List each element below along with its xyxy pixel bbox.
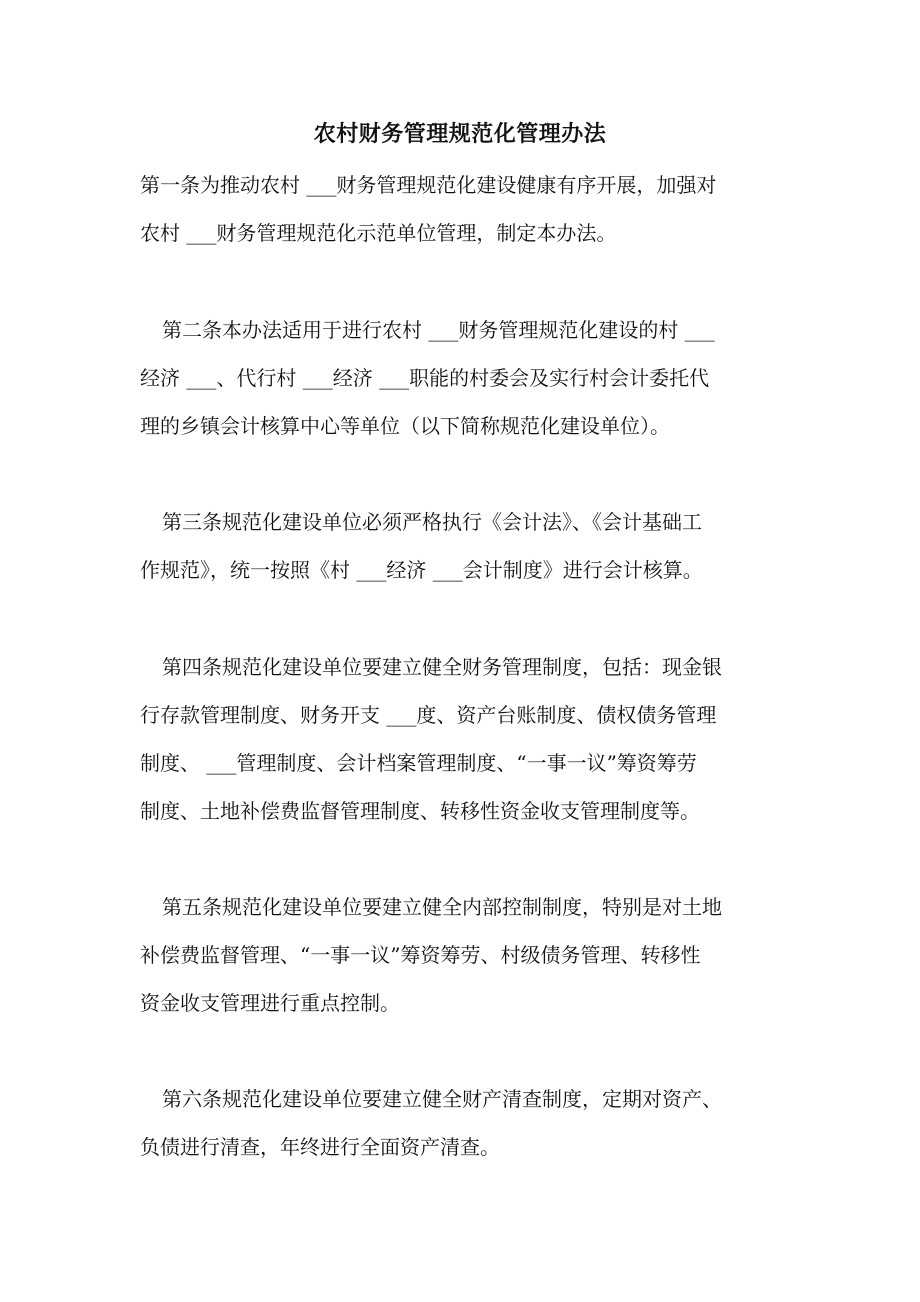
article-2-line-2: 经济 ___、代行村 ___经济 ___职能的村委会及实行村会计委托代: [140, 366, 710, 390]
article-4: [140, 643, 770, 835]
article-3-line-2: 作规范》，统一按照《村 ___经济 ___会计制度》进行会计核算。: [140, 558, 703, 582]
article-1-line-1: 第一条为推动农村 ___财务管理规范化建设健康有序开展，加强对: [140, 173, 717, 197]
article-2: [140, 306, 770, 450]
article-5-line-3: 资金收支管理进行重点控制。: [140, 991, 400, 1015]
article-2-line-1: 第二条本办法适用于进行农村 ___财务管理规范化建设的村 ___: [162, 318, 715, 342]
article-3-line-1: 第三条规范化建设单位必须严格执行《会计法》、《会计基础工: [162, 510, 702, 534]
page-title: 农村财务管理规范化管理办法: [313, 121, 607, 147]
article-1: [140, 161, 770, 257]
article-6-line-1: 第六条规范化建设单位要建立健全财产清查制度，定期对资产、: [162, 1087, 722, 1111]
article-2-line-3: 理的乡镇会计核算中心等单位（以下简称规范化建设单位）。: [140, 414, 670, 438]
article-4-line-1: 第四条规范化建设单位要建立健全财务管理制度，包括：现金银: [162, 655, 722, 679]
article-6: [140, 1075, 770, 1171]
article-6-line-2: 负债进行清查，年终进行全面资产清查。: [140, 1135, 500, 1159]
article-4-line-2: 行存款管理制度、财务开支 ___度、资产台账制度、债权债务管理: [140, 703, 717, 727]
article-5: [140, 883, 770, 1027]
article-3: [140, 498, 770, 594]
article-5-line-1: 第五条规范化建设单位要建立健全内部控制制度，特别是对土地: [162, 895, 722, 919]
article-5-line-2: 补偿费监督管理、“一事一议”筹资筹劳、村级债务管理、转移性: [140, 943, 701, 967]
article-1-line-2: 农村 ___财务管理规范化示范单位管理，制定本办法。: [140, 221, 617, 245]
article-4-line-4: 制度、土地补偿费监督管理制度、转移性资金收支管理制度等。: [140, 799, 700, 823]
article-4-line-3: 制度、 ___管理制度、会计档案管理制度、“一事一议”筹资筹劳: [140, 751, 697, 775]
